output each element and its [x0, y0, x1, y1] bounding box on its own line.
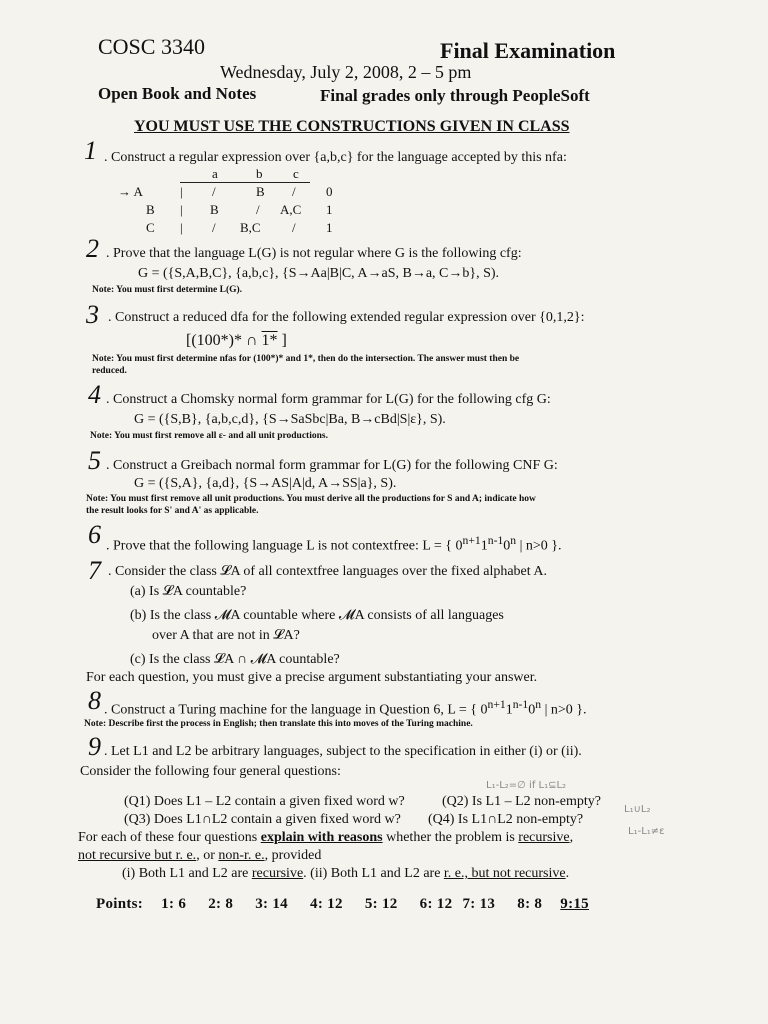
nfa-row-1-state: B: [146, 202, 155, 217]
q9-line6-b: , or: [196, 848, 219, 863]
nfa-row-2-b: B,C: [240, 220, 261, 235]
q6-main: . Prove that the following language L is not contextfree: L = { 0: [106, 538, 463, 554]
points-q2: 2: 8: [208, 896, 234, 912]
nfa-row-0-c: /: [292, 184, 296, 199]
question-7-footer: For each question, you must give a precise argument substantiating your answer.: [86, 670, 538, 685]
q8-tail: | n>0 }.: [541, 702, 587, 718]
nfa-row-2-final: 1: [326, 220, 333, 235]
question-9-number: 9: [88, 732, 101, 761]
q9-line5-e: ,: [569, 830, 574, 845]
question-5-grammar: G = ({S,A}, {a,d}, {S→AS|A|d, A→SS|a}, S).: [134, 476, 397, 491]
pencil-mark-right-1: L₁∪L₂: [624, 804, 651, 815]
nfa-row-1-a: B: [210, 202, 219, 217]
q9-line5-c: whether the problem is: [382, 830, 519, 845]
nfa-row-0-final: 0: [326, 184, 333, 199]
nfa-row-1-final: 1: [326, 202, 333, 217]
question-4-number: 4: [88, 380, 101, 409]
question-9-line5: [78, 830, 573, 846]
q9-line7-d: r. e., but not recursive: [443, 866, 566, 881]
q9-line5-d: recursive: [518, 830, 570, 845]
question-3-number: 3: [86, 300, 99, 329]
q8-exp3: n: [535, 698, 542, 711]
nfa-row-2-a: /: [212, 220, 216, 235]
question-8-number: 8: [88, 686, 101, 715]
q6-sym2: 0: [503, 538, 511, 554]
question-8-note: Note: Describe first the process in English; then translate this into moves of the Turing machine.: [84, 719, 473, 729]
expr-part-b: 1*: [261, 332, 278, 349]
question-7c: (c) Is the class 𝓛A ∩ 𝓜A countable?: [130, 652, 340, 667]
question-9-line7: [122, 866, 569, 882]
question-3-note-line1: Note: You must first determine nfas for (100*)* and 1*, then do the intersection. The answer must then be: [92, 354, 520, 364]
question-5-note-line1: Note: You must first remove all unit productions. You must derive all the productions for S and A; indicate how: [86, 494, 536, 504]
question-1-text: . Construct a regular expression over {a,b,c} for the language accepted by this nfa:: [104, 150, 567, 165]
points-q7: 7: 13: [462, 896, 496, 912]
pencil-mark-right-2: L₁-L₁≠ε: [628, 826, 665, 837]
expr-part-a: [(100*)* ∩: [186, 332, 262, 349]
exam-date: Wednesday, July 2, 2008, 2 – 5 pm: [220, 62, 472, 82]
points-label: Points:: [96, 896, 144, 912]
nfa-row-1-b: /: [256, 202, 260, 217]
points-line: [96, 896, 589, 913]
nfa-row-0-a: /: [212, 184, 216, 199]
q9-line6-a: not recursive but r. e.: [78, 848, 197, 863]
nfa-row-1-sep: |: [180, 202, 183, 217]
course-code: COSC 3340: [98, 34, 205, 59]
q9-line7-c: . (ii) Both L1 and L2 are: [303, 866, 444, 881]
question-6-number: 6: [88, 520, 101, 549]
question-2-note: Note: You must first determine L(G).: [92, 285, 243, 295]
nfa-col-a: a: [212, 166, 218, 181]
question-7-number: 7: [88, 556, 101, 585]
q8-sym1: 1: [505, 702, 513, 718]
points-q4: 4: 12: [310, 896, 343, 912]
question-5-text: . Construct a Greibach normal form grammar for L(G) for the following CNF G:: [106, 458, 558, 473]
question-4-text: . Construct a Chomsky normal form grammar for L(G) for the following cfg G:: [106, 392, 551, 407]
q6-tail: | n>0 }.: [516, 538, 562, 554]
question-6-text: [106, 534, 562, 555]
question-9-q3: (Q3) Does L1∩L2 contain a given fixed word w?: [124, 812, 401, 827]
nfa-row-0-sep: |: [180, 184, 183, 199]
points-q5: 5: 12: [364, 896, 398, 912]
q8-exp2: n-1: [512, 698, 529, 711]
q9-line7-b: recursive: [251, 866, 304, 881]
open-book-note: Open Book and Notes: [98, 84, 257, 103]
q9-line5-b: explain with reasons: [260, 830, 383, 845]
nfa-row-2-state: C: [146, 220, 155, 235]
question-4-grammar: G = ({S,B}, {a,b,c,d}, {S→SaSbc|Ba, B→cBd|S|ε}, S).: [134, 412, 446, 427]
question-2-grammar: G = ({S,A,B,C}, {a,b,c}, {S→Aa|B|C, A→aS, B→a, C→b}, S).: [138, 266, 500, 281]
question-7-text: . Consider the class 𝓛A of all contextfree languages over the fixed alphabet A.: [108, 564, 547, 579]
nfa-row-2-c: /: [292, 220, 296, 235]
question-7a: (a) Is 𝓛A countable?: [130, 584, 247, 599]
question-3-text: . Construct a reduced dfa for the following extended regular expression over {0,1,2}:: [108, 310, 585, 325]
question-9-q1: (Q1) Does L1 – L2 contain a given fixed word w?: [124, 794, 405, 809]
points-q8: 8: 8: [517, 896, 543, 912]
question-5-number: 5: [88, 446, 101, 475]
question-9-text: . Let L1 and L2 be arbitrary languages, subject to the specification in either (i) or (ii).: [104, 744, 582, 759]
nfa-row-2-sep: |: [180, 220, 183, 235]
points-q6: 6: 12: [419, 896, 453, 912]
q9-line6-c: non-r. e.: [218, 848, 265, 863]
q9-line5-a: For each of these four questions: [78, 830, 261, 845]
question-9-line6: [78, 848, 321, 864]
nfa-header-rule: [180, 182, 310, 183]
nfa-row-0-state: → A: [118, 184, 143, 199]
points-q1: 1: 6: [161, 896, 187, 912]
q9-line7-a: (i) Both L1 and L2 are: [122, 866, 252, 881]
q8-exp1: n+1: [487, 698, 506, 711]
q6-sym1: 1: [480, 538, 488, 554]
nfa-row-0-b: B: [256, 184, 265, 199]
question-2-number: 2: [86, 234, 99, 263]
grades-note: Final grades only through PeopleSoft: [320, 86, 590, 105]
q6-exp1: n+1: [462, 534, 481, 547]
question-7b-line2: over A that are not in 𝓛A?: [152, 628, 300, 643]
q6-exp3: n: [510, 534, 517, 547]
q9-line6-d: , provided: [264, 848, 322, 863]
q9-line7-e: .: [565, 866, 570, 881]
q8-sym2: 0: [528, 702, 536, 718]
question-3-note-line2: reduced.: [92, 366, 127, 376]
question-3-expression: [186, 332, 287, 350]
question-5-note-line2: the result looks for S' and A' as applicable.: [86, 506, 259, 516]
exam-title: Final Examination: [440, 38, 616, 63]
points-q3: 3: 14: [255, 896, 288, 912]
q8-main: . Construct a Turing machine for the language in Question 6, L = { 0: [104, 702, 488, 718]
nfa-col-c: c: [293, 166, 299, 181]
q6-exp2: n-1: [487, 534, 504, 547]
instruction-banner: YOU MUST USE THE CONSTRUCTIONS GIVEN IN CLASS: [134, 118, 570, 135]
question-4-note: Note: You must first remove all ε- and all unit productions.: [90, 431, 328, 441]
question-9-line2: Consider the following four general questions:: [80, 764, 341, 779]
question-9-q4: (Q4) Is L1∩L2 non-empty?: [428, 812, 584, 827]
expr-part-c: ]: [277, 332, 287, 349]
question-9-q2: (Q2) Is L1 – L2 non-empty?: [442, 794, 602, 809]
pencil-mark-top: L₁-L₂=∅ if L₁⊆L₂: [486, 780, 567, 791]
question-7b-line1: (b) Is the class 𝓜A countable where 𝓜A consists of all languages: [130, 608, 504, 623]
nfa-col-b: b: [256, 166, 263, 181]
question-8-text: [104, 698, 587, 719]
nfa-row-1-c: A,C: [280, 202, 302, 217]
question-1-number: 1: [84, 136, 97, 165]
question-2-text: . Prove that the language L(G) is not regular where G is the following cfg:: [106, 246, 522, 261]
points-q9: 9:15: [560, 896, 589, 912]
